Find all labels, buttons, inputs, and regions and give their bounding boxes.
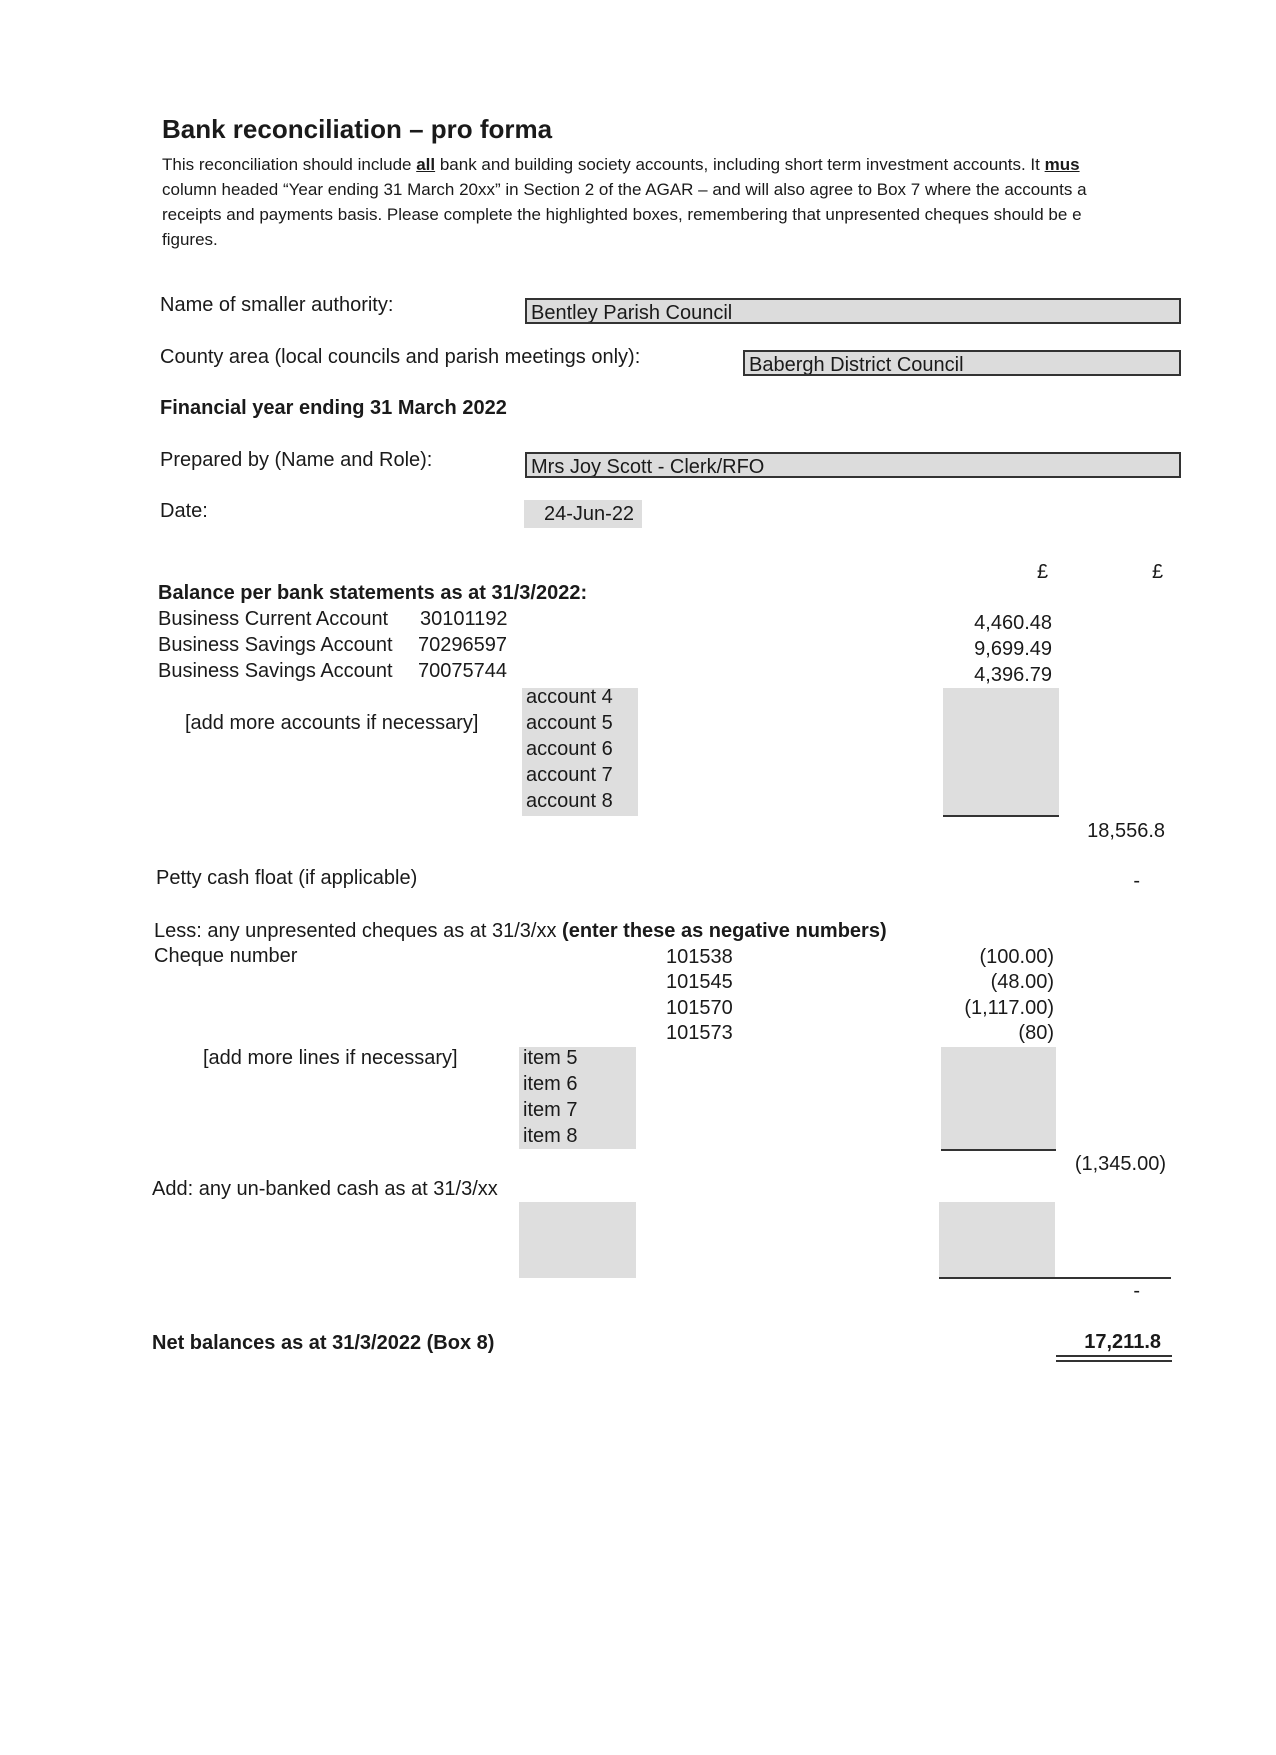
cheque-placeholder: item 6: [523, 1073, 578, 1095]
currency-header-1: £: [1037, 561, 1049, 583]
net-balance-label: Net balances as at 31/3/2022 (Box 8): [152, 1332, 495, 1354]
financial-year: Financial year ending 31 March 2022: [160, 397, 507, 419]
add-lines-label: [add more lines if necessary]: [203, 1047, 458, 1069]
page-title: Bank reconciliation – pro forma: [162, 114, 553, 144]
account-placeholder: account 8: [526, 790, 613, 812]
prepared-field[interactable]: Mrs Joy Scott - Clerk/RFO: [525, 452, 1181, 478]
account-subtotal-rule: [943, 815, 1059, 817]
authority-label: Name of smaller authority:: [160, 294, 394, 316]
cheque-amount: (80): [1018, 1022, 1054, 1044]
cheque-subtotal-rule: [941, 1149, 1056, 1151]
account-number: 30101192: [420, 608, 508, 630]
intro-line-3: receipts and payments basis. Please complete the highlighted boxes, remembering that unpresented cheques should be e: [162, 205, 1082, 224]
date-value: 24-Jun-22: [544, 503, 635, 525]
account-placeholder: account 7: [526, 764, 613, 786]
account-name: Business Savings Account: [158, 634, 393, 656]
cheques-subtotal: (1,345.00): [1074, 1153, 1166, 1175]
account-number: 70296597: [418, 634, 507, 656]
cheque-amount: (1,117.00): [964, 997, 1054, 1019]
account-amount: 4,396.79: [974, 664, 1052, 686]
cheque-number: 101545: [666, 971, 733, 993]
account-amount-placeholder-column[interactable]: [943, 688, 1059, 816]
unbanked-label: Add: any un-banked cash as at 31/3/xx: [152, 1178, 498, 1200]
petty-cash-value: -: [1133, 870, 1140, 892]
bank-heading: Balance per bank statements as at 31/3/2022:: [158, 582, 588, 604]
account-name: Business Current Account: [158, 608, 389, 630]
petty-cash-label: Petty cash float (if applicable): [156, 867, 418, 889]
intro-text: [162, 152, 1182, 252]
county-field[interactable]: Babergh District Council: [743, 350, 1181, 376]
total-rule: [939, 1277, 1171, 1279]
cheque-number: 101570: [666, 997, 733, 1019]
account-placeholder: account 4: [526, 686, 613, 708]
account-placeholder: account 6: [526, 738, 613, 760]
account-amount: 9,699.49: [974, 638, 1052, 660]
add-accounts-label: [add more accounts if necessary]: [185, 712, 479, 734]
account-name: Business Savings Account: [158, 660, 393, 682]
net-balance-value: 17,211.8: [1084, 1331, 1161, 1353]
intro-line-1: This reconciliation should include all bank and building society accounts, including short term investment accounts. It mus: [162, 155, 1080, 174]
account-number: 70075744: [418, 660, 507, 682]
double-rule-top: [1056, 1355, 1172, 1357]
cheque-number-label: Cheque number: [154, 945, 298, 967]
cheque-placeholder: item 7: [523, 1099, 578, 1121]
cheque-amount-placeholder-column[interactable]: [941, 1047, 1056, 1149]
unbanked-amount-field[interactable]: [939, 1202, 1055, 1278]
currency-header-2: £: [1152, 561, 1164, 583]
cheque-amount: (100.00): [979, 946, 1054, 968]
double-rule-bottom: [1056, 1360, 1172, 1362]
date-label: Date:: [160, 500, 208, 522]
unbanked-placeholder-field[interactable]: [519, 1202, 636, 1278]
account-placeholder: account 5: [526, 712, 613, 734]
intro-line-4: figures.: [162, 230, 218, 249]
cheque-amount: (48.00): [990, 971, 1054, 993]
cheque-placeholder: item 8: [523, 1125, 578, 1147]
county-label: County area (local councils and parish meetings only):: [160, 346, 641, 368]
authority-field[interactable]: Bentley Parish Council: [525, 298, 1181, 324]
cheques-heading: Less: any unpresented cheques as at 31/3/xx (enter these as negative numbers): [154, 920, 887, 942]
account-amount: 4,460.48: [974, 612, 1052, 634]
cheque-number: 101573: [666, 1022, 733, 1044]
unbanked-value: -: [1133, 1280, 1140, 1302]
cheque-placeholder: item 5: [523, 1047, 578, 1069]
bank-subtotal: 18,556.8: [1087, 820, 1165, 842]
intro-line-2: column headed “Year ending 31 March 20xx” in Section 2 of the AGAR – and will also agree to Box 7 where the accounts a: [162, 180, 1087, 199]
prepared-label: Prepared by (Name and Role):: [160, 449, 433, 471]
cheque-number: 101538: [666, 946, 733, 968]
